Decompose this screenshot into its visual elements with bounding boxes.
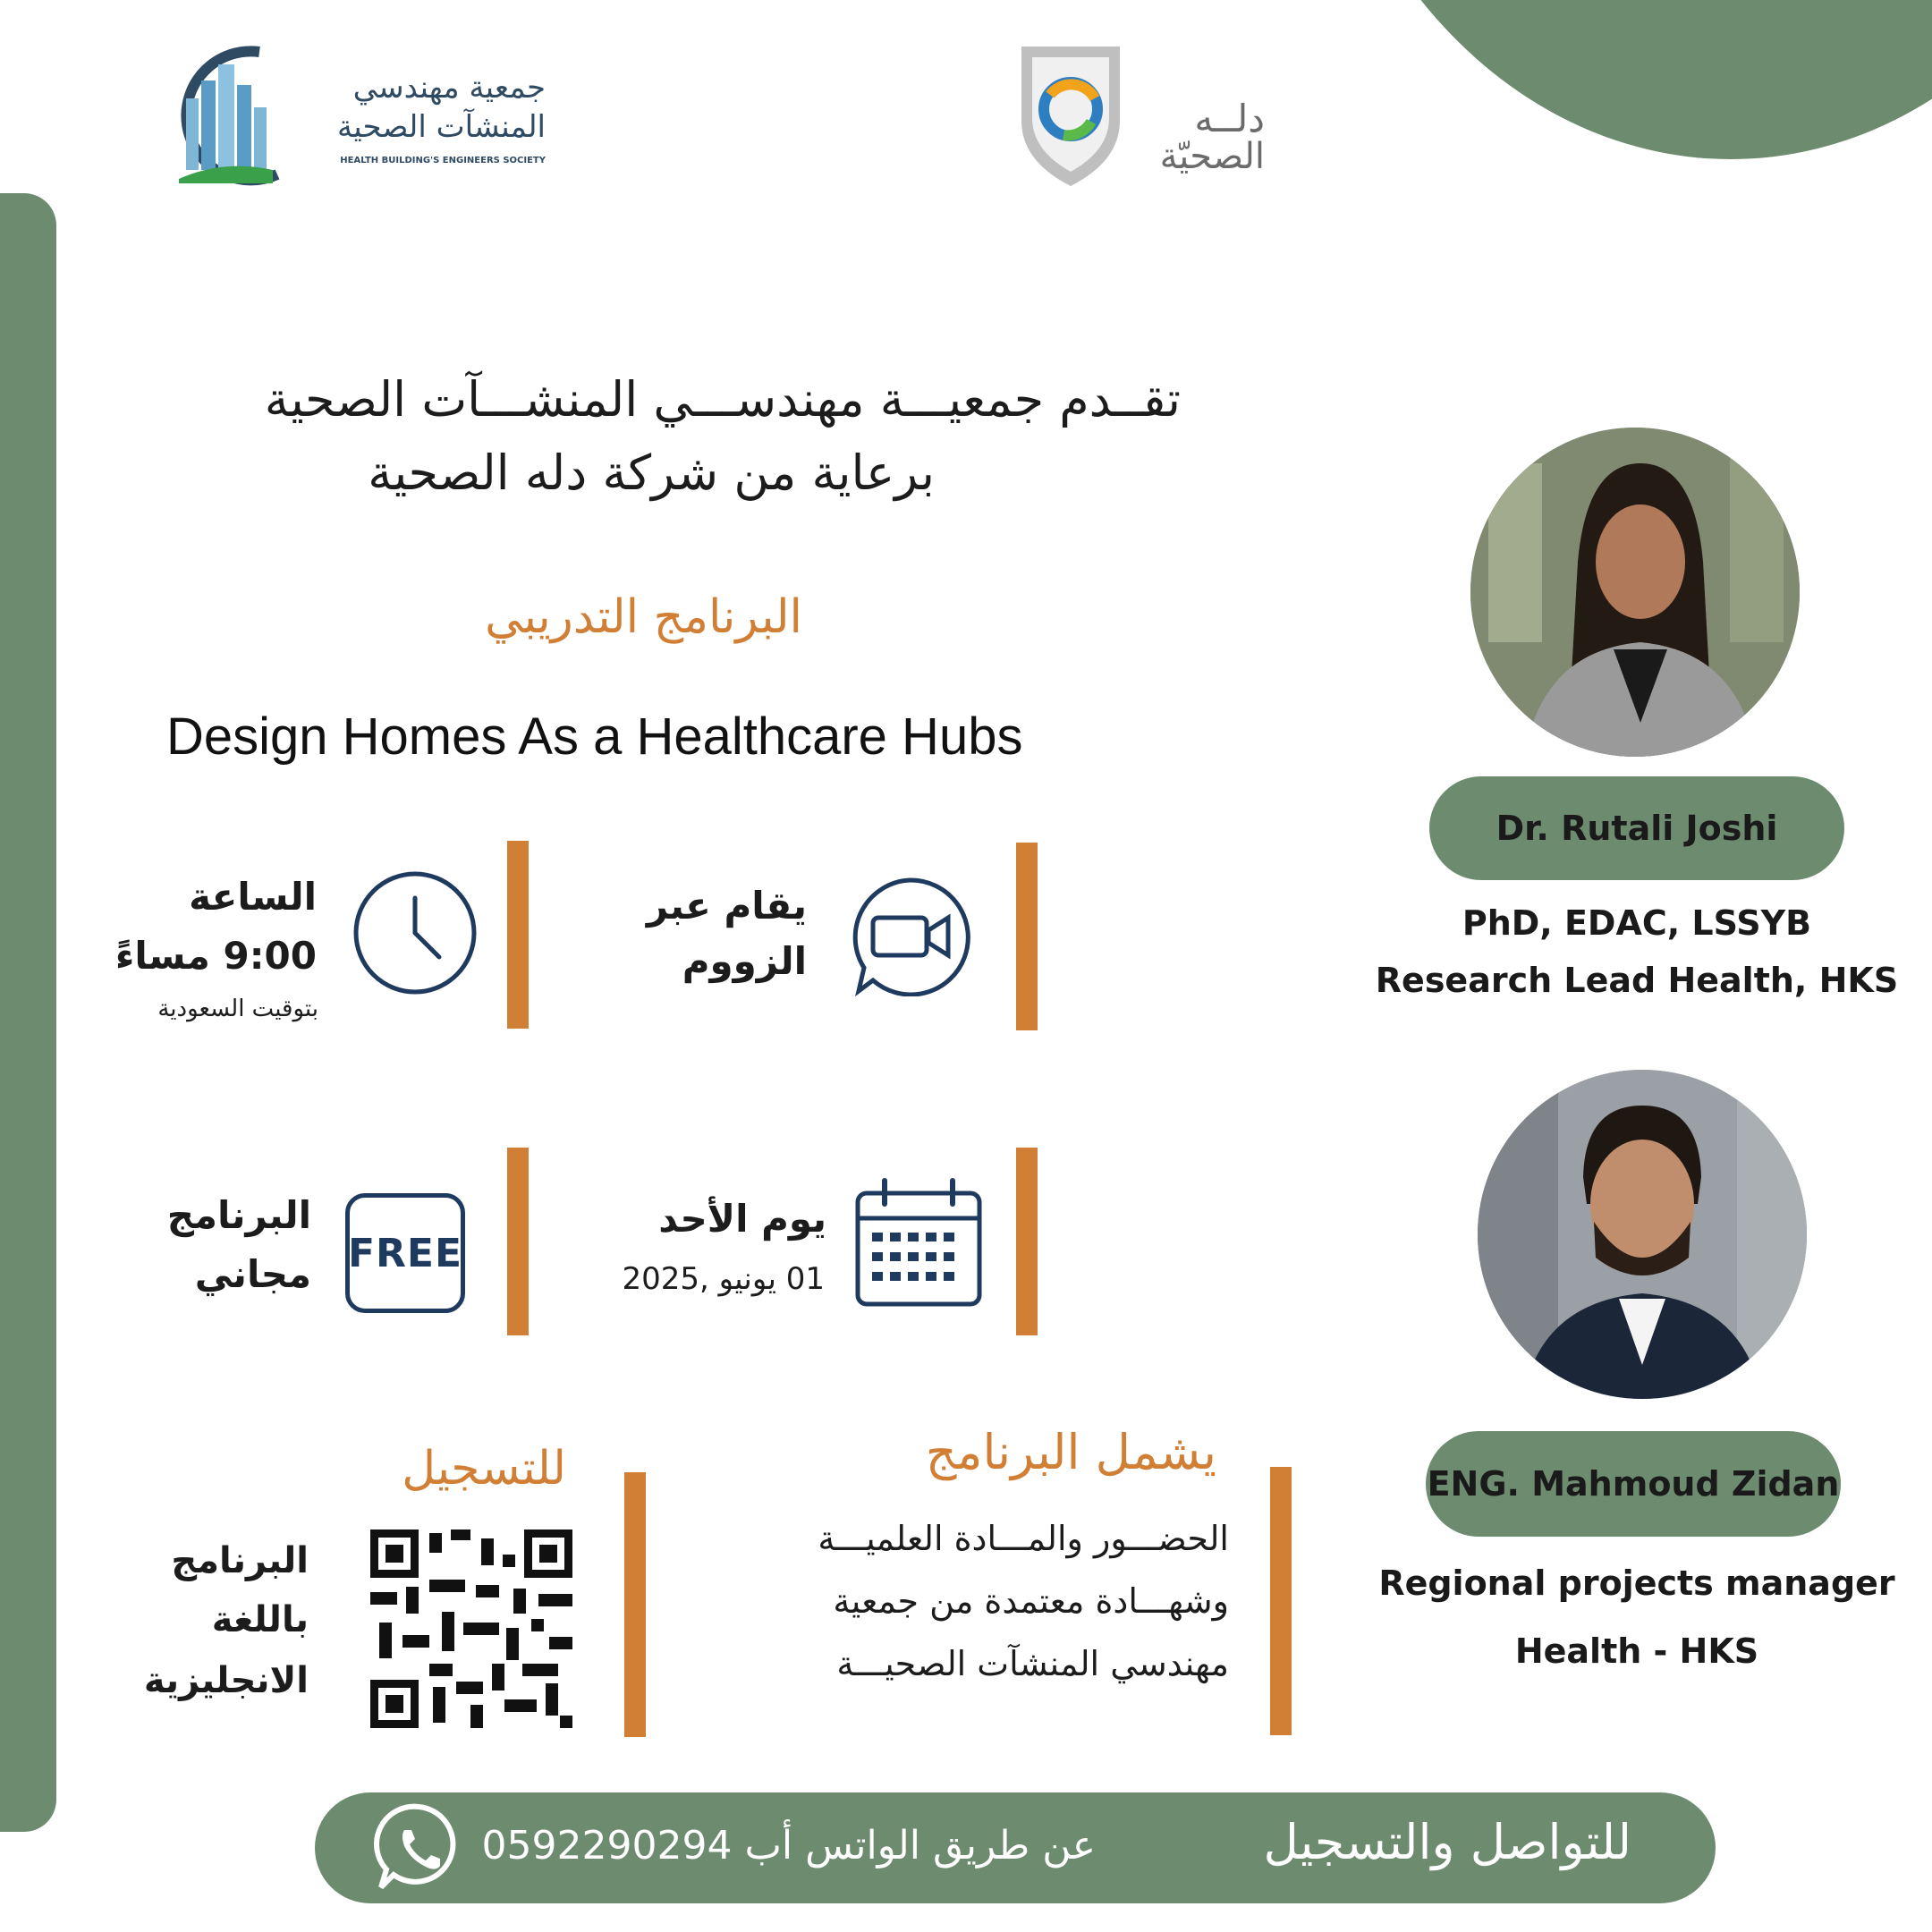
footer-whatsapp-text: عن طريق الواتس أب 0592290294 [481, 1823, 1096, 1868]
society-name-en: HEALTH BUILDING'S ENGINEERS SOCIETY [340, 156, 546, 165]
includes-line-1: الحضـــور والمـــادة العلميـــة [818, 1519, 1229, 1558]
speaker-1-photo [1470, 428, 1800, 757]
fee-line-2: مجاني [194, 1252, 311, 1296]
time-line-2: 9:00 مساءً [114, 934, 317, 978]
dallah-name-ar-1: دلــه [1194, 97, 1265, 140]
speaker-1-name: Dr. Rutali Joshi [1496, 809, 1778, 848]
divider-bar-includes [1270, 1467, 1292, 1735]
venue-line-2: الزووم [682, 939, 807, 983]
program-title: Design Homes As a Healthcare Hubs [166, 708, 1023, 766]
free-badge-icon [345, 1193, 465, 1313]
date-line-2: 01 يونيو ,2025 [622, 1261, 825, 1297]
includes-heading: يشمل البرنامج [925, 1424, 1216, 1480]
speaker-2-title-2: Health - HKS [1514, 1631, 1759, 1671]
speaker-2-photo [1478, 1070, 1807, 1399]
dallah-logo [1014, 36, 1283, 192]
includes-line-3: مهندسي المنشآت الصحيـــة [836, 1644, 1229, 1683]
whatsapp-icon[interactable] [374, 1800, 463, 1896]
dallah-name-ar-2: الصحيّة [1159, 136, 1265, 177]
speaker-1-title-1: PhD, EDAC, LSSYB [1462, 903, 1812, 943]
time-note: بتوقيت السعودية [157, 996, 318, 1022]
register-heading: للتسجيل [402, 1442, 566, 1496]
video-camera-icon [846, 875, 975, 996]
left-green-bar [0, 193, 56, 1832]
qr-code[interactable] [370, 1530, 572, 1728]
top-right-green-arc [1301, 0, 1932, 159]
register-lang-line-2: باللغة [211, 1599, 309, 1640]
divider-bar-time [507, 841, 529, 1029]
footer-contact-label: للتواصل والتسجيل [1263, 1814, 1631, 1870]
register-lang-line-1: البرنامج [171, 1540, 309, 1581]
divider-bar-register [624, 1472, 646, 1737]
divider-bar-date [1016, 1148, 1038, 1335]
speaker-1-name-pill [1429, 776, 1844, 880]
speaker-2-avatar-icon [1478, 1070, 1807, 1399]
divider-bar-venue [1016, 843, 1038, 1030]
society-name-ar-1: جمعية مهندسي [352, 70, 546, 106]
dallah-shield-icon [1014, 36, 1127, 190]
society-logo [152, 45, 546, 188]
intro-line-1: تقــدم جمعيـــة مهندســـي المنشـــآت الصحية [264, 371, 1181, 428]
clock-icon [352, 869, 479, 996]
fee-line-1: البرنامج [166, 1193, 311, 1237]
register-lang-line-3: الانجليزية [143, 1660, 309, 1701]
free-badge-text: FREE [347, 1230, 463, 1276]
speaker-2-name: ENG. Mahmoud Zidan [1427, 1464, 1840, 1504]
society-logo-mark [152, 45, 286, 188]
speaker-1-title-2: Research Lead Health, HKS [1375, 961, 1899, 1000]
time-line-1: الساعة [189, 875, 317, 919]
society-name-ar-2: المنشآت الصحية [337, 109, 546, 145]
venue-line-1: يقام عبر [646, 884, 807, 928]
speaker-2-title-1: Regional projects manager [1378, 1563, 1895, 1603]
calendar-icon [854, 1177, 983, 1308]
date-line-1: يوم الأحد [658, 1197, 826, 1241]
includes-line-2: وشهـــادة معتمدة من جمعية [833, 1581, 1229, 1621]
speaker-1-avatar-icon [1470, 428, 1800, 757]
divider-bar-fee [507, 1148, 529, 1335]
intro-line-2: برعاية من شركة دله الصحية [368, 445, 935, 501]
speaker-2-name-pill [1426, 1431, 1841, 1537]
program-label: البرنامج التدريبي [485, 590, 802, 644]
